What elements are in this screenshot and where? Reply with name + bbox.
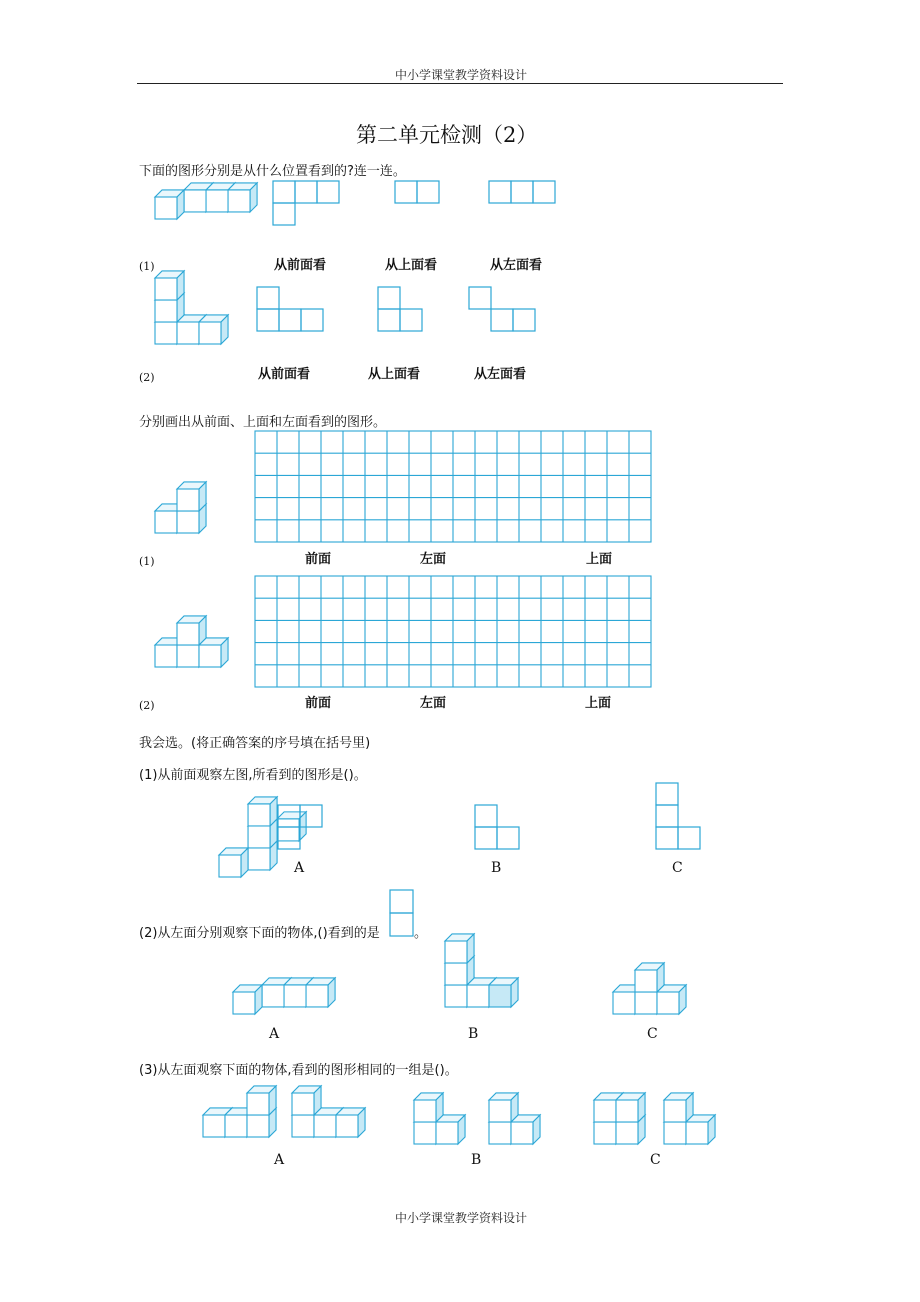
view-square [513,309,535,331]
s2-p2-grid [255,576,651,687]
view-square [511,181,533,203]
label-top-view: 从上面看 [385,258,438,273]
cube [306,978,335,1007]
s1-p2-solid [155,271,228,344]
cube [616,1093,645,1122]
view-square [279,309,301,331]
cube [511,1115,540,1144]
view-square [317,181,339,203]
view-square [295,181,317,203]
question-2-text-end: 。 [414,926,428,941]
section2-part2-number: (2) [139,699,155,712]
s1-p1-view-a [273,181,339,225]
s1-p1-view-b [395,181,439,203]
section1-part2-number: (2) [139,371,155,384]
page-title: 第二单元检测（2） [356,123,538,147]
section1-instruction: 下面的图形分别是从什么位置看到的?连一连。 [139,164,406,179]
s1-p2-view-c [469,287,535,331]
cube [445,934,474,963]
s3-q1-option-b [475,805,519,849]
cube [199,315,228,344]
view-square [678,827,700,849]
view-square [390,913,413,936]
cube [248,797,277,826]
cube [247,1086,276,1115]
label-left-view: 从左面看 [474,367,527,382]
s3-q3-option-c-left [594,1093,645,1144]
view-square [400,309,422,331]
s1-p2-view-b [378,287,422,331]
s3-q3-option-a-left [203,1086,276,1137]
view-square [475,827,497,849]
question-3-text: (3)从左面观察下面的物体,看到的图形相同的一组是()。 [139,1063,458,1078]
s2-p1-grid [255,431,651,542]
view-square [417,181,439,203]
s3-q3-option-b-left [414,1093,465,1144]
grid-label-left: 左面 [420,552,447,567]
view-square [378,287,400,309]
label-top-view: 从上面看 [368,367,421,382]
cube [155,271,184,300]
view-square [489,181,511,203]
cube [177,482,206,511]
s1-p1-solid [155,183,257,219]
q3-option-b: B [471,1152,482,1168]
s3-q2-option-b [445,934,518,1007]
page-header: 中小学课堂教学资料设计 [395,68,528,82]
cube [664,1093,693,1122]
label-left-view: 从左面看 [490,258,543,273]
cube [155,190,184,219]
s3-q3-option-b-right [489,1093,540,1144]
s3-q3-option-c-right [664,1093,715,1144]
view-square [257,287,279,309]
q2-option-a: A [269,1026,280,1042]
grid-label-front: 前面 [305,552,332,567]
label-front-view: 从前面看 [274,258,327,273]
view-square [533,181,555,203]
s2-p1-solid [155,482,206,533]
label-front-view: 从前面看 [258,367,311,382]
cube [292,1086,321,1115]
view-square [257,309,279,331]
view-square [475,805,497,827]
s3-q3-option-a-right [292,1086,365,1137]
grid-label-top: 上面 [586,552,613,567]
cube [177,616,206,645]
view-square [656,783,678,805]
cube [657,985,686,1014]
cube [489,1093,518,1122]
cube [436,1115,465,1144]
view-square [273,203,295,225]
cube [199,638,228,667]
grid-label-left: 左面 [420,696,447,711]
section1-part1-number: (1) [139,260,155,273]
view-square [390,890,413,913]
s1-p1-view-c [489,181,555,203]
page-footer: 中小学课堂教学资料设计 [395,1211,528,1225]
cube [228,183,257,212]
cube [489,978,518,1007]
q2-option-c: C [647,1026,658,1042]
view-square [656,805,678,827]
question-1-text: (1)从前面观察左图,所看到的图形是()。 [139,768,367,783]
q1-option-b: B [491,860,502,876]
section2-instruction: 分别画出从前面、上面和左面看到的图形。 [139,415,387,430]
view-square [497,827,519,849]
q3-option-c: C [650,1152,661,1168]
view-square [273,181,295,203]
section2-part1-number: (1) [139,555,155,568]
view-square [378,309,400,331]
view-square [656,827,678,849]
s1-p2-view-a [257,287,323,331]
s3-q1-solid [219,797,306,877]
view-square [469,287,491,309]
cube [233,985,262,1014]
q2-option-b: B [468,1026,479,1042]
view-square [491,309,513,331]
s3-q2-inline-view [390,890,413,936]
s2-p2-solid [155,616,228,667]
grid-label-front: 前面 [305,696,332,711]
cube [219,848,248,877]
view-square [395,181,417,203]
section3-instruction: 我会选。(将正确答案的序号填在括号里) [139,736,371,751]
q3-option-a: A [274,1152,285,1168]
s3-q1-option-c [656,783,700,849]
question-2-text: (2)从左面分别观察下面的物体,()看到的是 [139,926,380,941]
cube [336,1108,365,1137]
q1-option-c: C [672,860,683,876]
s3-q2-option-c [613,963,686,1014]
cube [414,1093,443,1122]
grid-label-top: 上面 [585,696,612,711]
q1-option-a: A [294,860,305,876]
cube [686,1115,715,1144]
view-square [301,309,323,331]
s3-q2-option-a [233,978,335,1014]
cube [635,963,664,992]
